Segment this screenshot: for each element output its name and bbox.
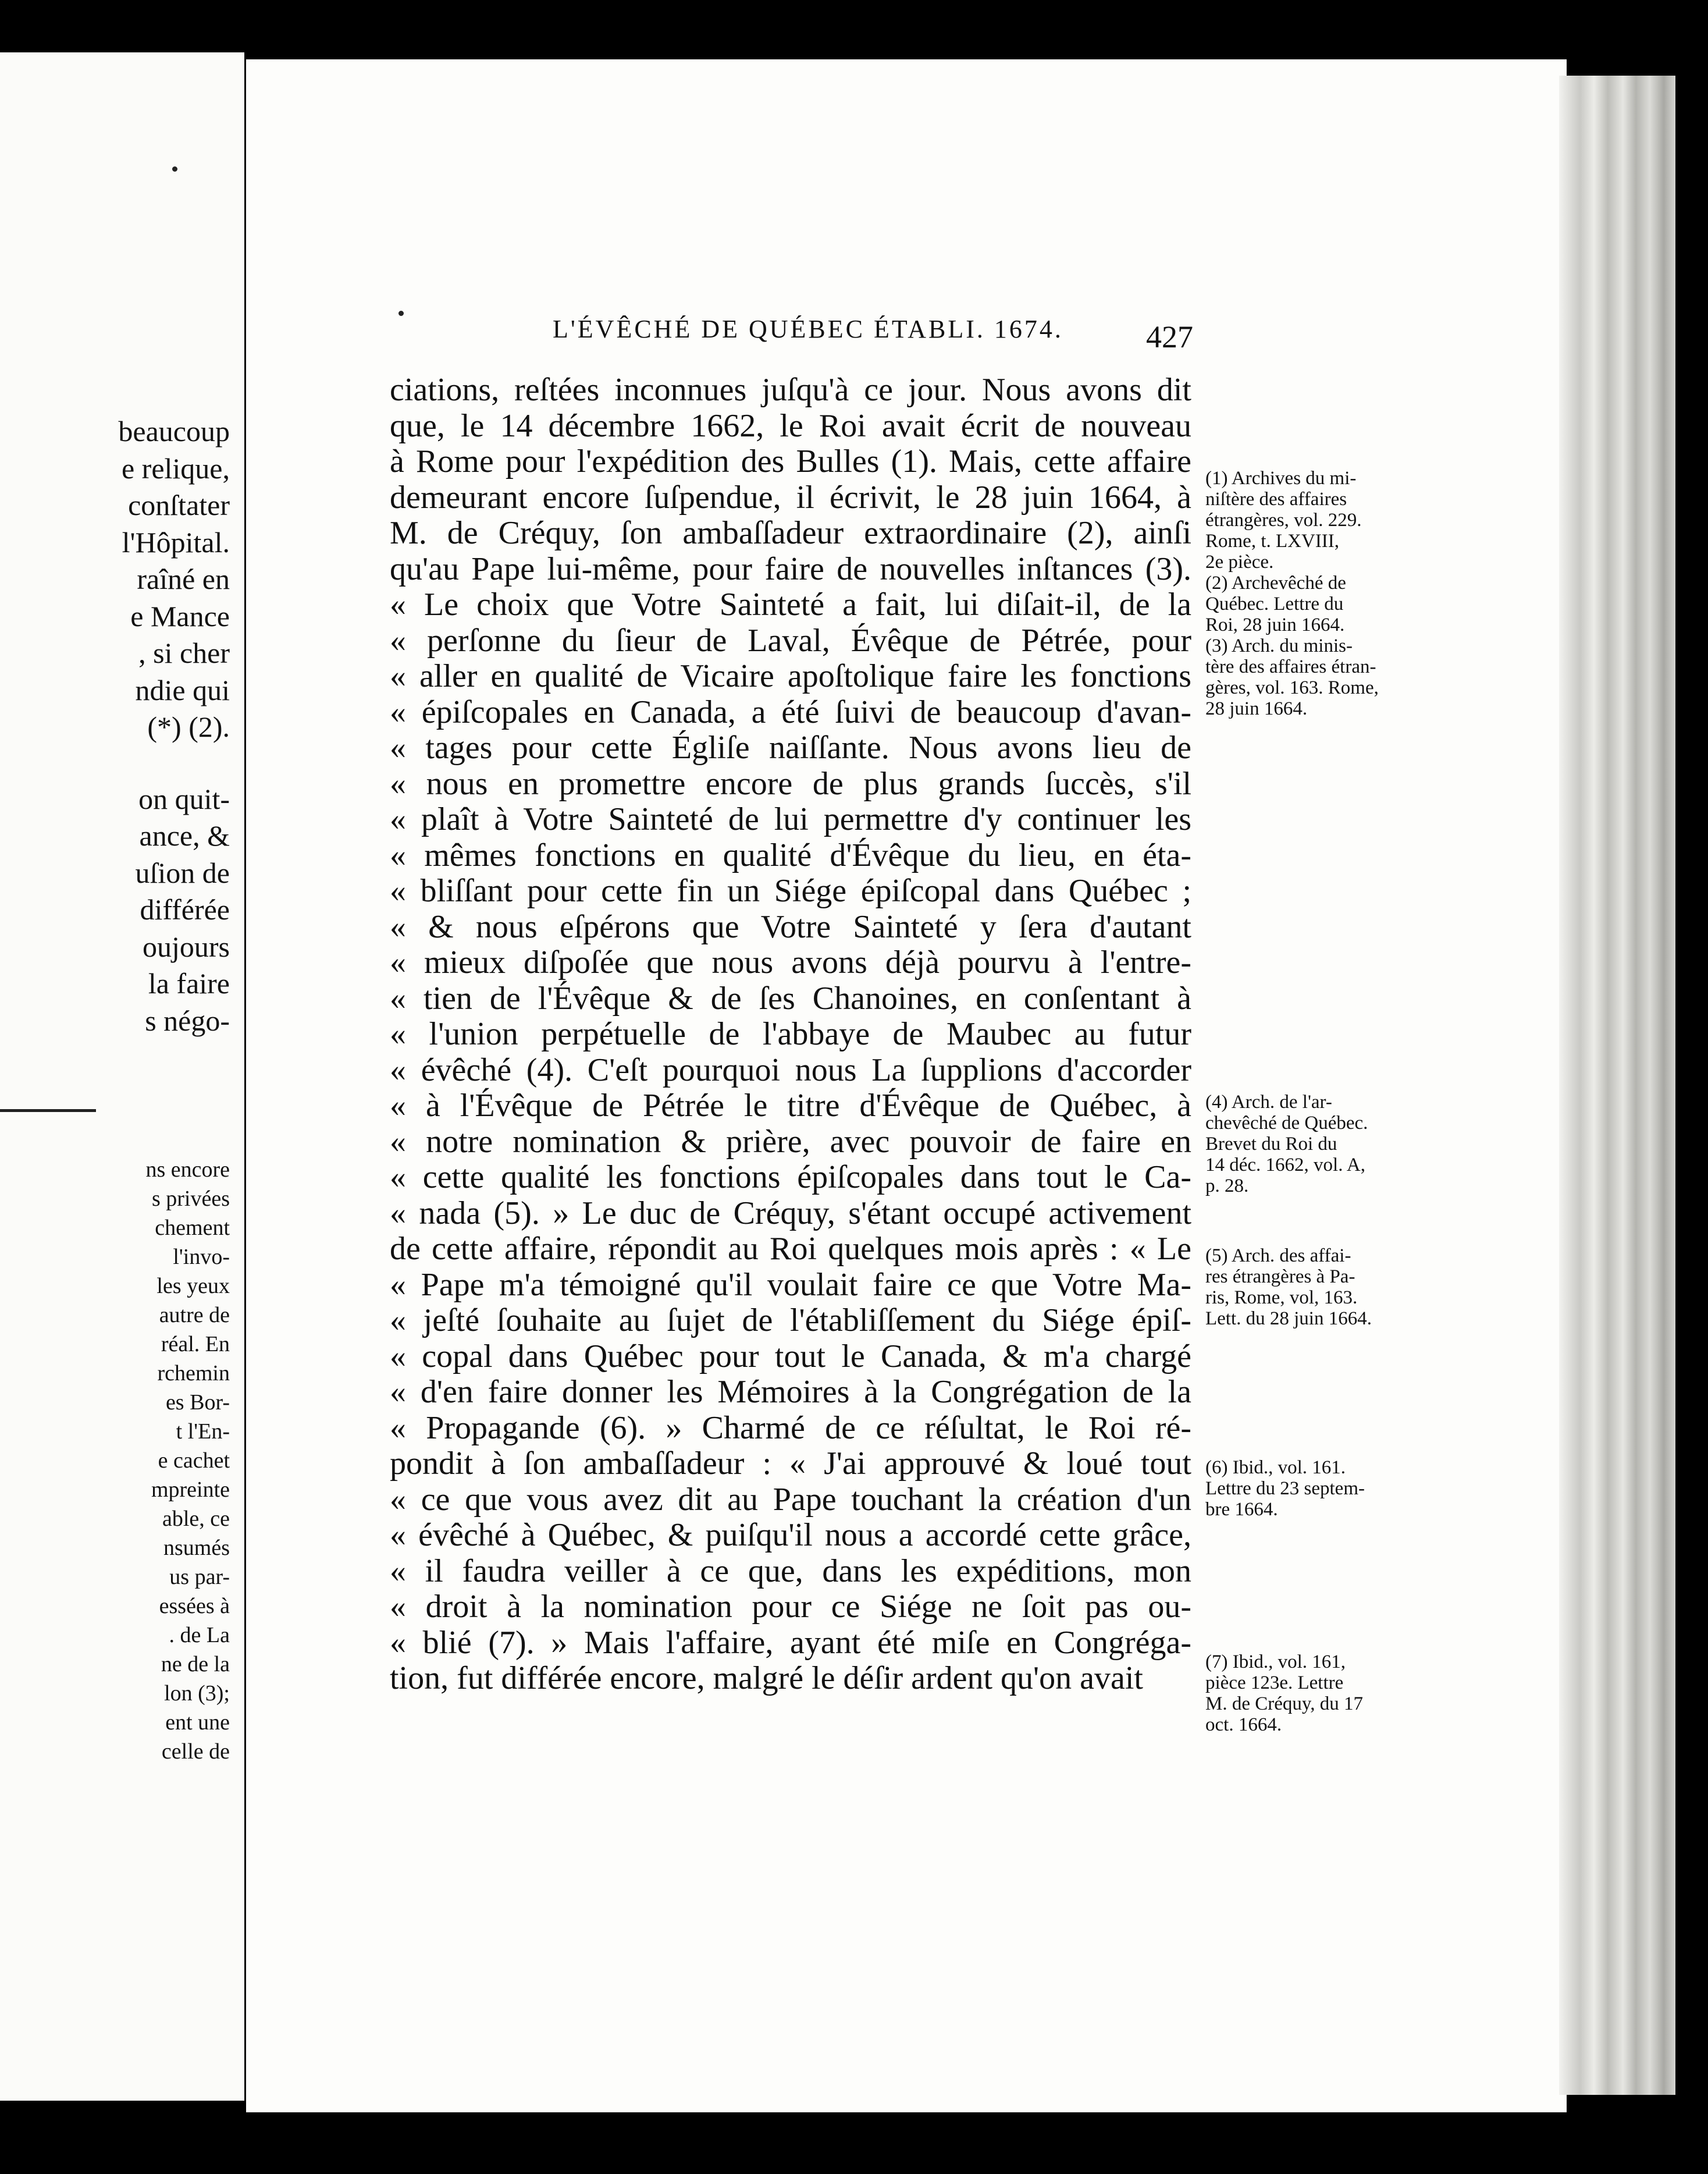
text-line: « d'en faire donner les Mémoires à la Congrégation de la bbox=[390, 1374, 1191, 1410]
note-line: (1) Archives du mi- bbox=[1205, 468, 1357, 489]
text-line: « cette qualité les fonctions épiſcopales dans tout le Ca- bbox=[390, 1159, 1191, 1195]
text-line: « évêché à Québec, & puiſqu'il nous a accordé cette grâce, bbox=[390, 1517, 1191, 1553]
text-line: demeurant encore ſuſpendue, il écrivit, le 28 juin 1664, à bbox=[390, 479, 1191, 516]
left-note-line: ent une bbox=[165, 1710, 230, 1735]
footnote-rule bbox=[0, 1109, 96, 1112]
left-body-line: s négo- bbox=[145, 1004, 230, 1037]
left-body-line: beaucoup bbox=[118, 415, 230, 447]
text-line: « plaît à Votre Sainteté de lui permettre d'y continuer les bbox=[390, 801, 1191, 837]
left-note-line: réal. En bbox=[161, 1332, 230, 1356]
text-line: « il faudra veiller à ce que, dans les expéditions, mon bbox=[390, 1553, 1191, 1589]
left-body-line: e relique, bbox=[121, 452, 230, 485]
note-line: Roi, 28 juin 1664. bbox=[1205, 614, 1345, 635]
text-line: « ce que vous avez dit au Pape touchant la création d'un bbox=[390, 1481, 1191, 1518]
text-line: « l'union perpétuelle de l'abbaye de Maubec au futur bbox=[390, 1016, 1191, 1052]
note-line: chevêché de Québec. bbox=[1205, 1113, 1368, 1134]
note-line: p. 28. bbox=[1205, 1175, 1249, 1196]
text-line: « nous en promettre encore de plus grands ſuccès, s'il bbox=[390, 765, 1191, 802]
text-line: « jeſté ſouhaite au ſujet de l'établiſſement du Siége épiſ- bbox=[390, 1302, 1191, 1338]
text-line: ciations, reſtées inconnues juſqu'à ce jour. Nous avons dit bbox=[390, 372, 1191, 408]
text-line: « à l'Évêque de Pétrée le titre d'Évêque de Québec, à bbox=[390, 1088, 1191, 1124]
left-note-line: t l'En- bbox=[176, 1419, 230, 1444]
text-line: « bliſſant pour cette fin un Siége épiſcopal dans Québec ; bbox=[390, 873, 1191, 909]
note-line: 28 juin 1664. bbox=[1205, 698, 1308, 719]
text-line: « épiſcopales en Canada, a été ſuivi de beaucoup d'avan- bbox=[390, 694, 1191, 730]
note-line: (5) Arch. des affai- bbox=[1205, 1245, 1351, 1266]
note-line: oct. 1664. bbox=[1205, 1714, 1282, 1735]
text-line: « Propagande (6). » Charmé de ce réſultat, le Roi ré- bbox=[390, 1409, 1191, 1446]
note-line: pièce 123e. Lettre bbox=[1205, 1672, 1344, 1693]
text-line: « tages pour cette Égliſe naiſſante. Nous avons lieu de bbox=[390, 730, 1191, 766]
left-body-line: l'Hôpital. bbox=[122, 525, 230, 559]
left-body-line: la faire bbox=[148, 967, 230, 1000]
note-line: tère des affaires étran- bbox=[1205, 656, 1376, 677]
note-line: (4) Arch. de l'ar- bbox=[1205, 1092, 1332, 1113]
text-line: « aller en qualité de Vicaire apoſtolique faire les fonctions bbox=[390, 658, 1191, 694]
text-line: « droit à la nomination pour ce Siége ne ſoit pas ou- bbox=[390, 1589, 1191, 1625]
note-line: Lett. du 28 juin 1664. bbox=[1205, 1308, 1372, 1329]
note-line: 14 déc. 1662, vol. A, bbox=[1205, 1155, 1365, 1175]
left-note-line: ne de la bbox=[161, 1652, 230, 1676]
marginal-note-5 bbox=[1205, 1245, 1415, 1329]
text-line: tion, fut différée encore, malgré le déſir ardent qu'on avait bbox=[390, 1660, 1143, 1696]
left-note-line: s privées bbox=[151, 1187, 230, 1211]
text-line: « & nous eſpérons que Votre Sainteté y ſera d'autant bbox=[390, 908, 1191, 945]
text-line: « blié (7). » Mais l'affaire, ayant été miſe en Congréga- bbox=[390, 1624, 1191, 1661]
left-body-line: conſtater bbox=[128, 489, 230, 521]
left-note-line: les yeux bbox=[156, 1274, 230, 1298]
left-body-line: , si cher bbox=[138, 637, 230, 669]
note-line: bre 1664. bbox=[1205, 1499, 1278, 1520]
text-line: que, le 14 décembre 1662, le Roi avait écrit de nouveau bbox=[390, 407, 1191, 444]
text-line: à Rome pour l'expédition des Bulles (1). Mais, cette affaire bbox=[390, 443, 1191, 479]
left-note-line: celle de bbox=[161, 1739, 230, 1764]
left-note-line: lon (3); bbox=[164, 1681, 230, 1706]
note-line: niſtère des affaires bbox=[1205, 489, 1347, 510]
note-line: res étrangères à Pa- bbox=[1205, 1266, 1355, 1287]
text-line: « nada (5). » Le duc de Créquy, s'étant occupé activement bbox=[390, 1195, 1191, 1231]
note-line: étrangères, vol. 229. bbox=[1205, 510, 1362, 531]
note-line: M. de Créquy, du 17 bbox=[1205, 1693, 1363, 1714]
marginal-note-4 bbox=[1205, 1092, 1415, 1196]
text-line: « mêmes fonctions en qualité d'Évêque du lieu, en éta- bbox=[390, 837, 1191, 873]
text-line: « tien de l'Évêque & de ſes Chanoines, en conſentant à bbox=[390, 980, 1191, 1017]
text-line: « copal dans Québec pour tout le Canada, & m'a chargé bbox=[390, 1338, 1191, 1374]
left-body-line: ance, & bbox=[139, 819, 230, 852]
note-line: (2) Archevêché de bbox=[1205, 573, 1346, 594]
note-line: (7) Ibid., vol. 161, bbox=[1205, 1651, 1346, 1672]
left-note-line: us par- bbox=[169, 1565, 230, 1589]
ink-dot bbox=[398, 311, 404, 316]
note-line: (6) Ibid., vol. 161. bbox=[1205, 1457, 1346, 1478]
left-body-line: différée bbox=[140, 893, 230, 926]
note-line: Rome, t. LXVIII, bbox=[1205, 531, 1340, 552]
left-note-line: es Bor- bbox=[165, 1390, 230, 1415]
left-body-line: ndie qui bbox=[135, 673, 230, 706]
note-line: ris, Rome, vol, 163. bbox=[1205, 1287, 1358, 1308]
note-line: gères, vol. 163. Rome, bbox=[1205, 677, 1379, 698]
left-body-line: e Mance bbox=[130, 599, 230, 633]
note-line: 2e pièce. bbox=[1205, 552, 1274, 573]
left-note-line: essées à bbox=[159, 1594, 230, 1618]
note-line: (3) Arch. du minis- bbox=[1205, 635, 1353, 656]
marginal-note-1-3 bbox=[1205, 468, 1415, 719]
marginal-note-6 bbox=[1205, 1457, 1415, 1520]
left-body-line: on quit- bbox=[138, 782, 230, 815]
left-note-line: nsumés bbox=[163, 1536, 230, 1560]
paragraph-gap bbox=[0, 746, 230, 781]
text-line: « notre nomination & prière, avec pouvoir de faire en bbox=[390, 1123, 1191, 1160]
ink-dot bbox=[172, 166, 177, 172]
left-note-line: ns encore bbox=[145, 1157, 230, 1182]
left-body-line: raîné en bbox=[137, 563, 230, 595]
text-line: pondit à ſon ambaſſadeur : « J'ai approuvé & loué tout bbox=[390, 1445, 1191, 1482]
text-line: « évêché (4). C'eſt pourquoi nous La ſupplions d'accorder bbox=[390, 1052, 1191, 1088]
left-note-line: mpreinte bbox=[151, 1477, 230, 1502]
note-line: Lettre du 23 septem- bbox=[1205, 1478, 1365, 1499]
text-line: de cette affaire, répondit au Roi quelques mois après : « Le bbox=[390, 1231, 1191, 1267]
left-note-line: l'invo- bbox=[173, 1245, 230, 1269]
left-body-line: oujours bbox=[143, 930, 230, 963]
left-note-line: autre de bbox=[159, 1303, 230, 1327]
left-page-footnotes bbox=[0, 1155, 230, 1766]
running-head: L'ÉVÊCHÉ DE QUÉBEC ÉTABLI. 1674. bbox=[553, 315, 1063, 343]
left-body-line: uſion de bbox=[135, 856, 230, 889]
left-note-line: rchemin bbox=[157, 1361, 230, 1386]
left-note-line: chement bbox=[155, 1216, 230, 1240]
left-page-body bbox=[0, 413, 230, 1039]
main-text bbox=[390, 372, 1191, 1697]
page-edges bbox=[1559, 76, 1675, 2095]
left-body-line: (*) (2). bbox=[147, 711, 230, 743]
text-line: « Le choix que Votre Sainteté a fait, lui diſait-il, de la bbox=[390, 587, 1191, 623]
text-line: « perſonne du ſieur de Laval, Évêque de Pétrée, pour bbox=[390, 622, 1191, 659]
note-line: Québec. Lettre du bbox=[1205, 594, 1344, 614]
marginal-note-7 bbox=[1205, 1651, 1415, 1735]
text-line: M. de Créquy, ſon ambaſſadeur extraordinaire (2), ainſi bbox=[390, 515, 1191, 551]
left-page bbox=[0, 52, 244, 2101]
left-note-line: . de La bbox=[169, 1623, 230, 1647]
page-number: 427 bbox=[1146, 319, 1193, 354]
text-line: qu'au Pape lui-même, pour faire de nouvelles inſtances (3). bbox=[390, 550, 1191, 587]
text-line: « Pape m'a témoigné qu'il voulait faire ce que Votre Ma- bbox=[390, 1266, 1191, 1303]
left-note-line: able, ce bbox=[162, 1507, 230, 1531]
note-line: Brevet du Roi du bbox=[1205, 1134, 1337, 1155]
left-note-line: e cachet bbox=[158, 1448, 230, 1473]
text-line: « mieux diſpoſée que nous avons déjà pourvu à l'entre- bbox=[390, 944, 1191, 981]
